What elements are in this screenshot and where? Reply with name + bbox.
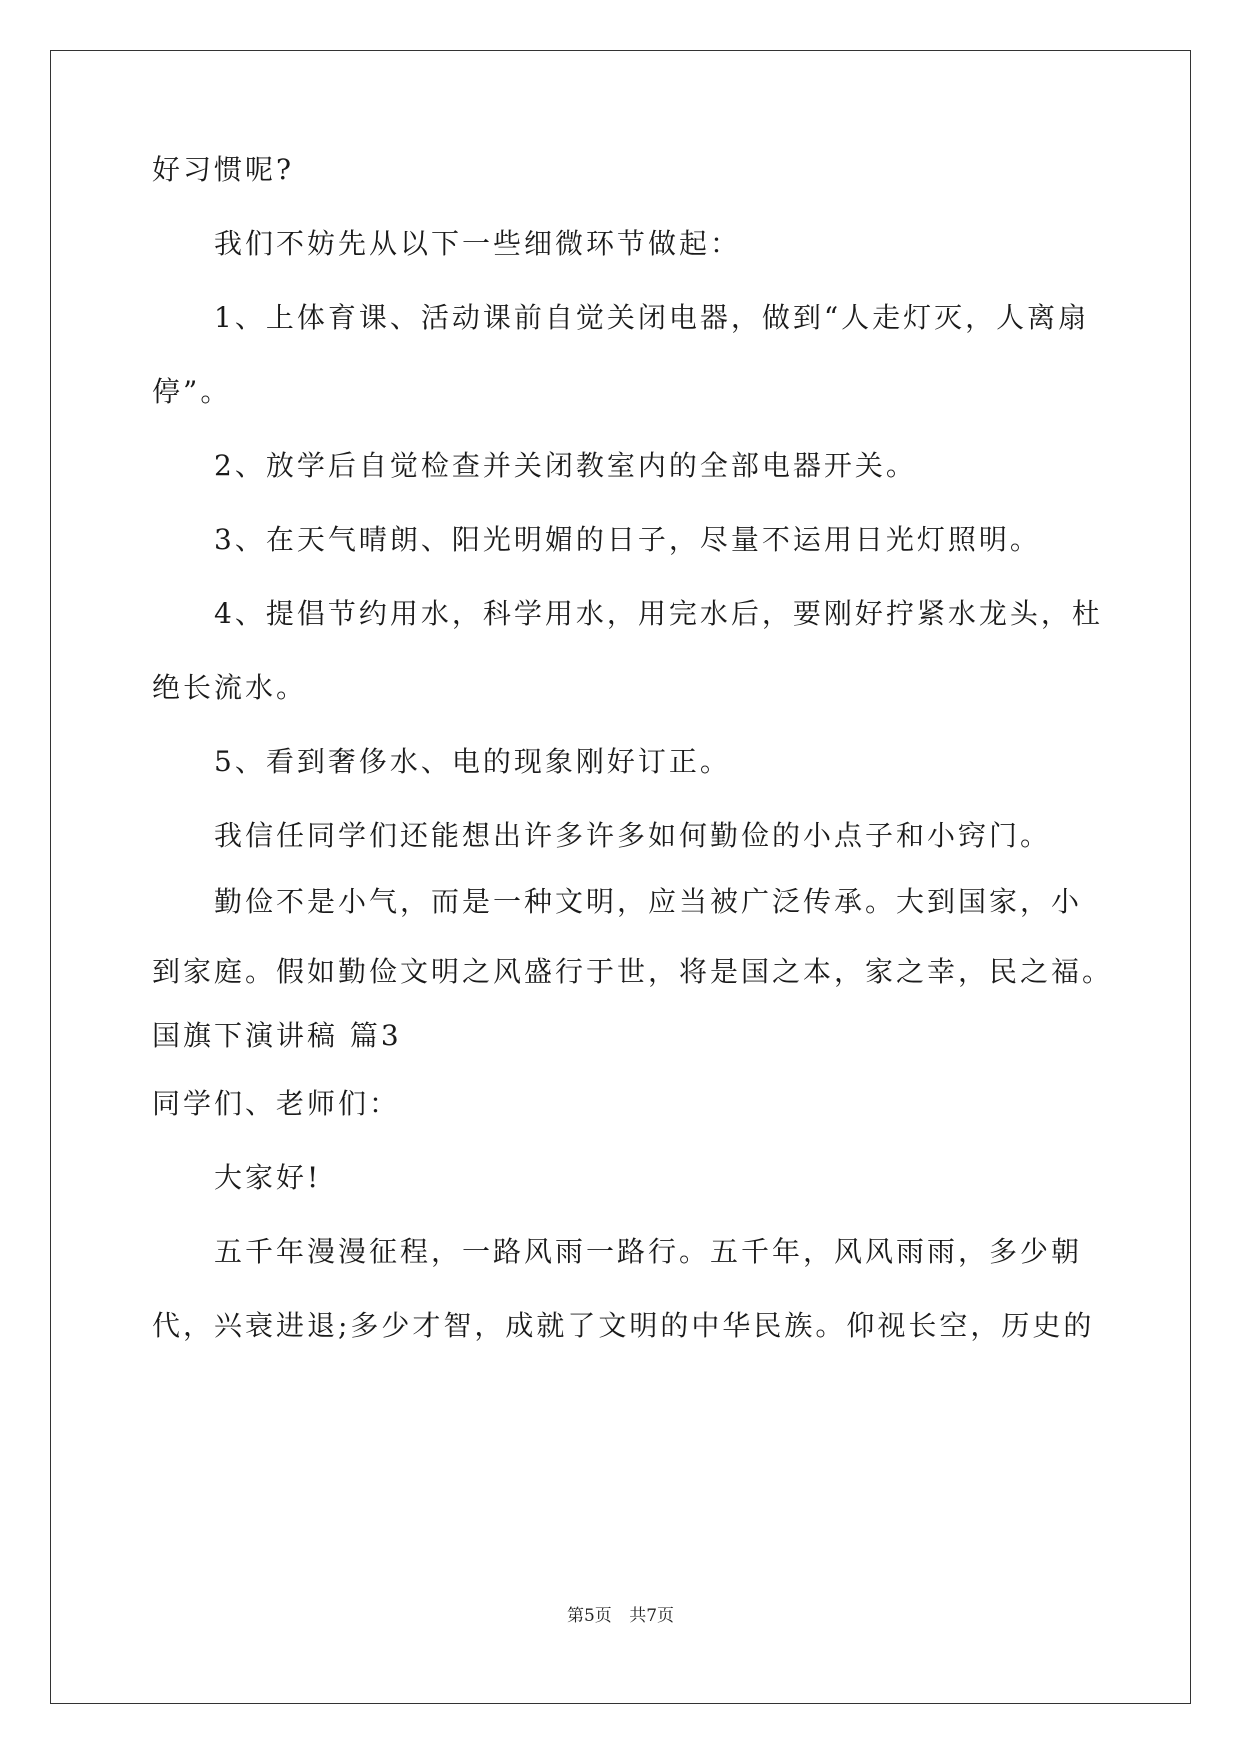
text-line: 1、上体育课、活动课前自觉关闭电器，做到“人走灯灭，人离扇 [214,301,1090,334]
text-line: 同学们、老师们： [152,1087,401,1120]
text-line: 3、在天气晴朗、阳光明媚的日子，尽量不运用日光灯照明。 [214,523,1041,556]
text-line: 勤俭不是小气，而是一种文明，应当被广泛传承。大到国家，小 [214,885,1083,918]
text-line: 好习惯呢? [152,153,295,186]
text-line: 五千年漫漫征程，一路风雨一路行。五千年，风风雨雨，多少朝 [214,1235,1083,1268]
text-line: 代，兴衰进退;多少才智，成就了文明的中华民族。仰视长空，历史的 [152,1309,1095,1342]
page-footer [0,1604,1241,1628]
page-total: 共7页 [629,1606,675,1626]
page-number: 第5页 [566,1606,612,1626]
text-line: 2、放学后自觉检查并关闭教室内的全部电器开关。 [214,449,917,482]
text-line: 大家好! [214,1161,322,1194]
text-line: 5、看到奢侈水、电的现象刚好订正。 [214,745,731,778]
text-line: 我们不妨先从以下一些细微环节做起： [214,227,742,260]
text-line: 我信任同学们还能想出许多许多如何勤俭的小点子和小窍门。 [214,819,1052,852]
text-line: 停”。 [152,375,232,408]
section-heading: 国旗下演讲稿 篇3 [152,1019,402,1052]
text-line: 到家庭。假如勤俭文明之风盛行于世，将是国之本，家之幸，民之福。 [152,955,1114,988]
text-line: 4、提倡节约用水，科学用水，用完水后，要刚好拧紧水龙头，杜 [214,597,1103,630]
text-line: 绝长流水。 [152,671,308,704]
